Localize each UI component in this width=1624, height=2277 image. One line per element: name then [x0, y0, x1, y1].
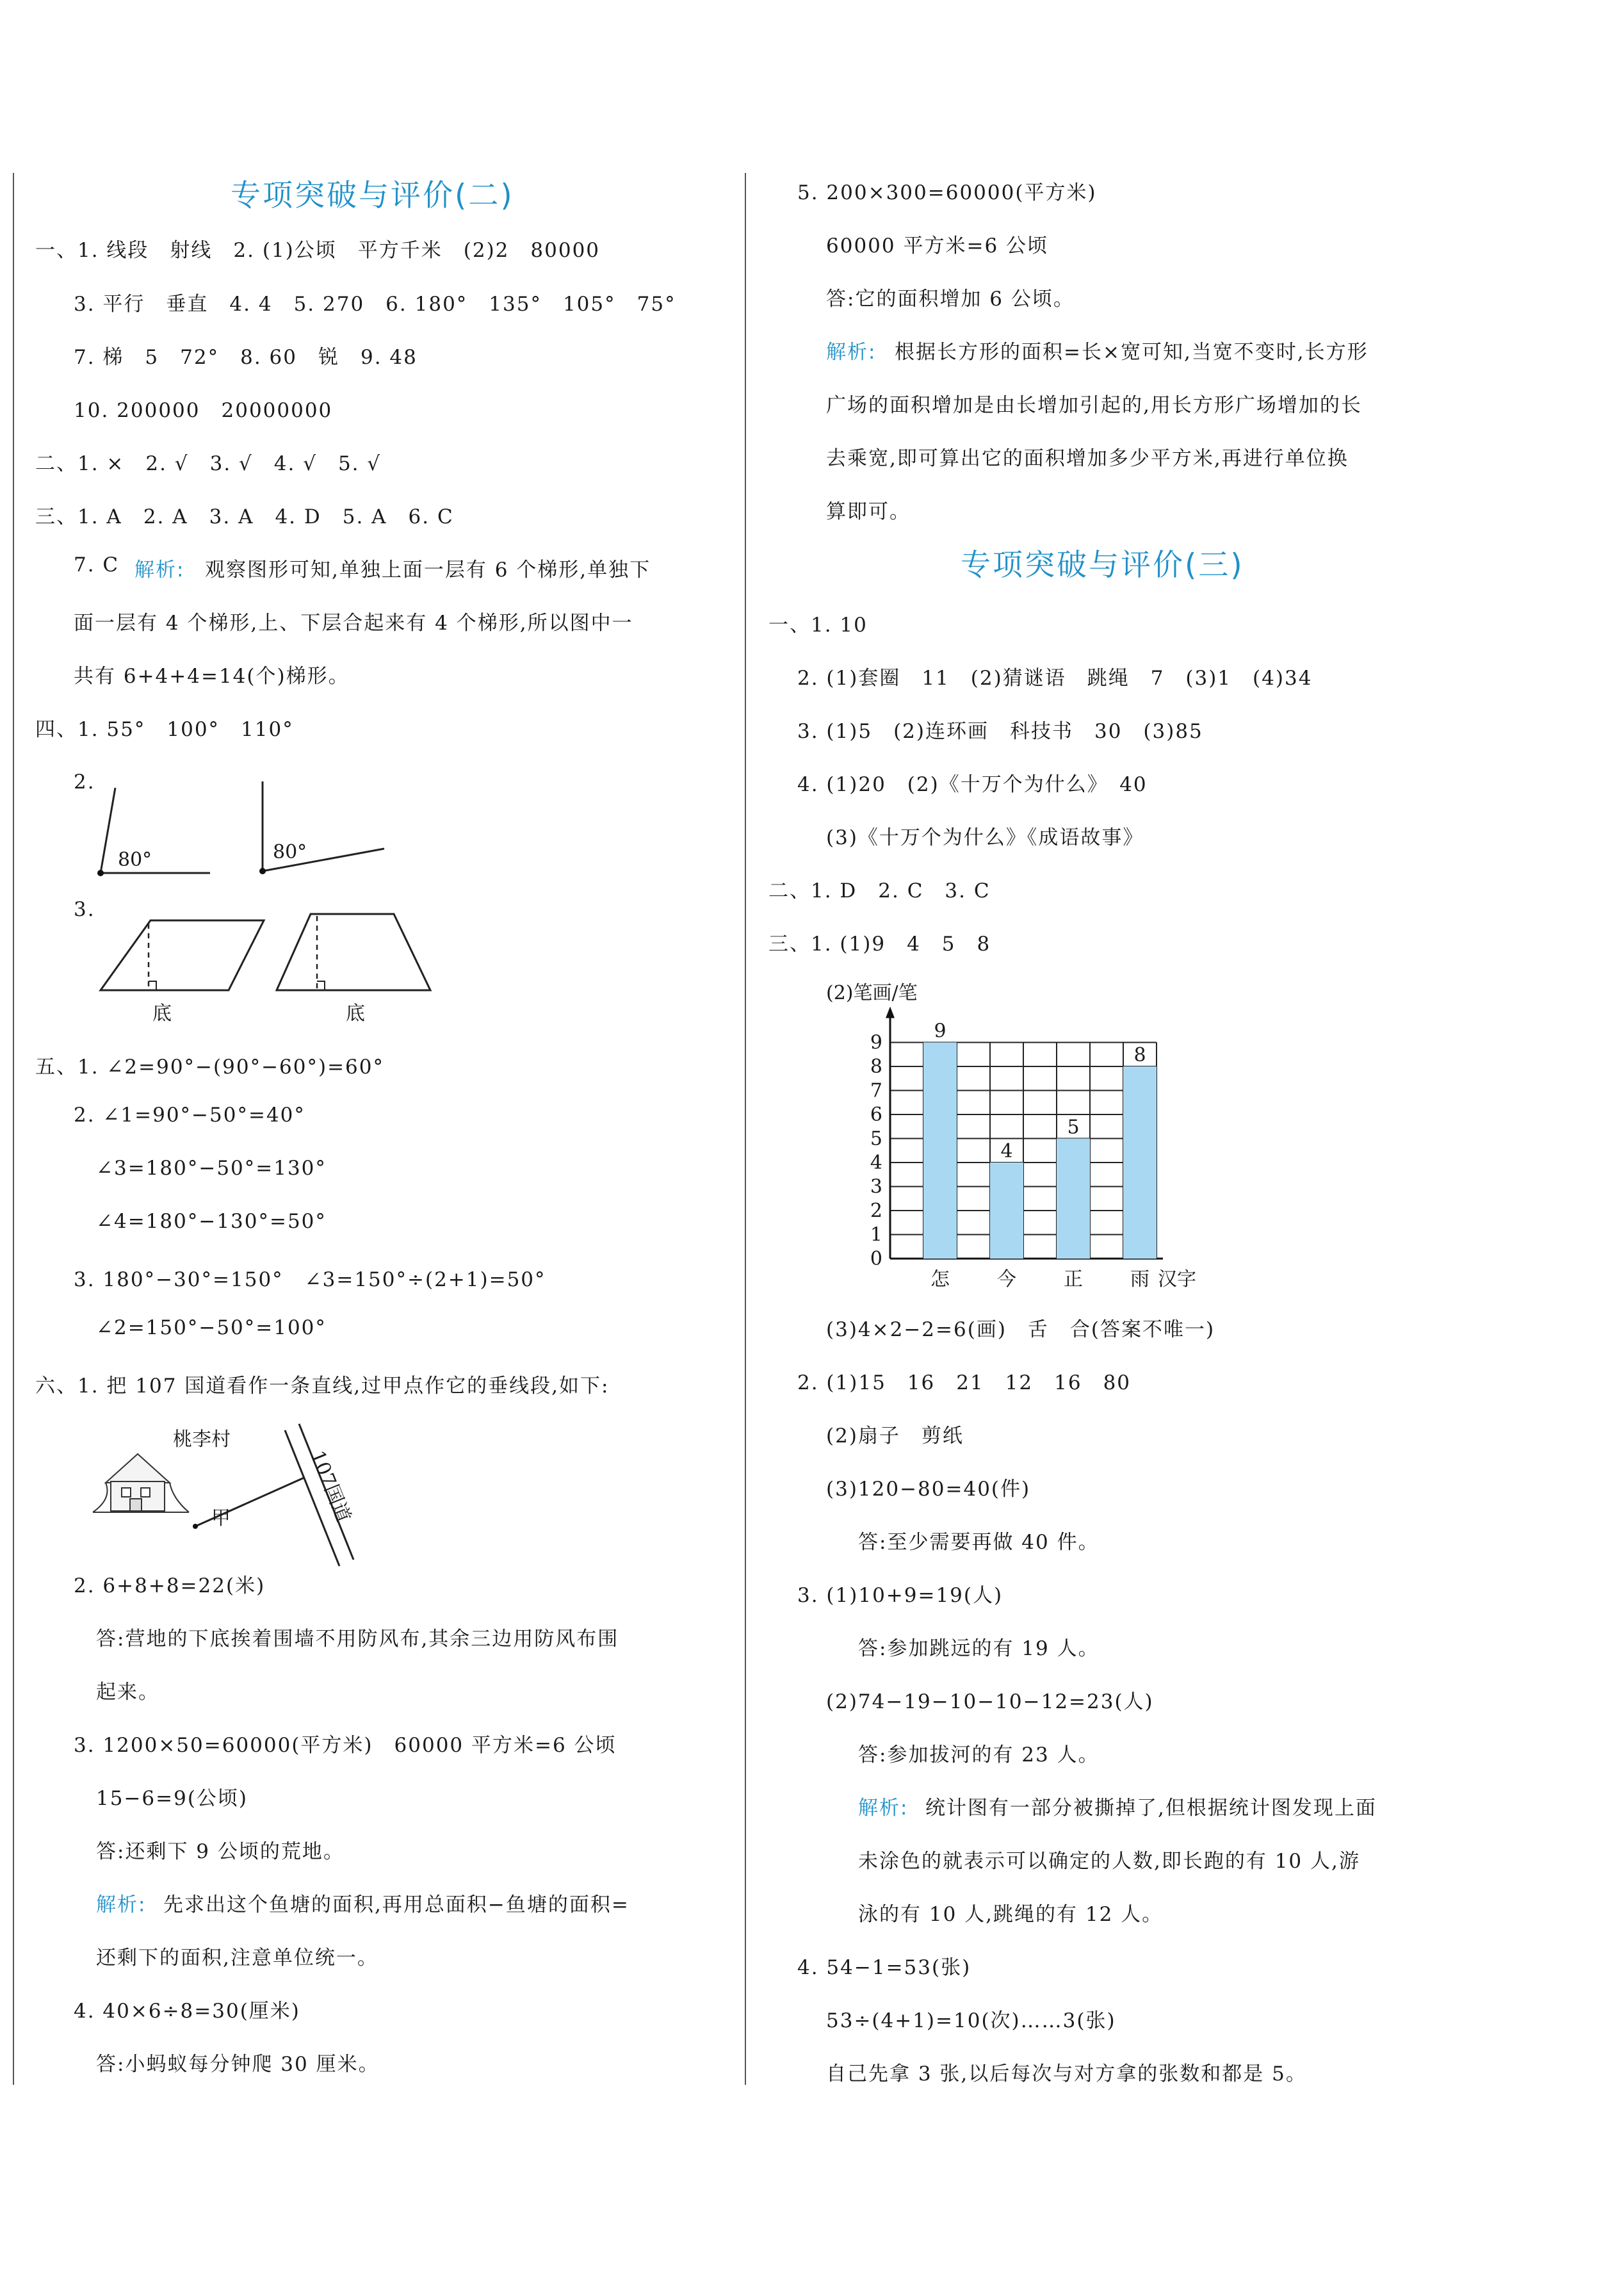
answer-line: 3. 180°−30°=150° ∠3=150°÷(2+1)=50°: [74, 1268, 546, 1291]
answer-line: 7. 梯 5 72° 8. 60 锐 9. 48: [74, 346, 418, 369]
answer-line: 3. (1)10+9=19(人): [797, 1584, 1003, 1607]
analysis-text: 观察图形可知,单独上面一层有 6 个梯形,单独下: [205, 559, 651, 582]
y-tick-label: 0: [870, 1248, 882, 1270]
answer-line: 三、1. A 2. A 3. A 4. D 5. A 6. C: [35, 505, 454, 528]
road-label: 107国道: [305, 1447, 355, 1526]
house-icon: [93, 1454, 189, 1512]
point-label: 甲: [211, 1507, 231, 1530]
category-label: 怎: [930, 1268, 950, 1291]
y-tick-label: 2: [870, 1200, 882, 1222]
category-label: 今: [997, 1268, 1016, 1291]
answer-line: 2. 6+8+8=22(米): [74, 1574, 266, 1597]
answer-line: (2)扇子 剪纸: [826, 1424, 964, 1448]
analysis-label: 解析:: [96, 1893, 147, 1916]
bar-value-label: 8: [1133, 1044, 1146, 1066]
road-perpendicular-figure: [93, 1419, 426, 1572]
answer-line: 15−6=9(公顷): [96, 1787, 248, 1810]
category-label: 正: [1064, 1268, 1083, 1291]
answer-line: 2.: [74, 771, 95, 794]
answer-line: 60000 平方米=6 公顷: [826, 234, 1049, 257]
answer-line: ∠3=180°−50°=130°: [96, 1157, 327, 1180]
answer-line: 答:至少需要再做 40 件。: [858, 1531, 1100, 1554]
answer-line: 二、1. D 2. C 3. C: [768, 879, 991, 902]
analysis-text: 共有 6+4+4=14(个)梯形。: [74, 665, 350, 688]
angle-figures: [90, 769, 410, 884]
chart-title: (2)笔画/笔: [826, 982, 918, 1004]
answer-line: (3)120−80=40(件): [826, 1478, 1031, 1501]
answer-line: 4. 40×6÷8=30(厘米): [74, 2000, 300, 2023]
y-tick-label: 3: [870, 1175, 882, 1198]
analysis-text: 算即可。: [826, 500, 911, 523]
analysis-text: 广场的面积增加是由长增加引起的,用长方形广场增加的长: [826, 394, 1362, 417]
answer-line: 答:参加拔河的有 23 人。: [858, 1743, 1100, 1767]
bar-value-label: 5: [1067, 1116, 1080, 1139]
answer-line: 自己先拿 3 张,以后每次与对方拿的张数和都是 5。: [826, 2062, 1307, 2085]
bar-value-label: 9: [934, 1020, 946, 1043]
answer-line: 3. 平行 垂直 4. 4 5. 270 6. 180° 135° 105° 75°: [74, 293, 676, 316]
analysis-label: 解析:: [826, 341, 877, 364]
y-axis-arrow: [886, 1007, 895, 1018]
answer-line: 53÷(4+1)=10(次)……3(张): [826, 2009, 1116, 2032]
answer-line: 二、1. × 2. √ 3. √ 4. √ 5. √: [35, 452, 382, 475]
analysis-text: 根据长方形的面积=长×宽可知,当宽不变时,长方形: [895, 341, 1368, 364]
answer-line: 2. (1)套圈 11 (2)猜谜语 跳绳 7 (3)1 (4)34: [797, 667, 1313, 690]
y-tick-label: 5: [870, 1127, 882, 1150]
answer-line: 答:营地的下底挨着围墙不用防风布,其余三边用防风布围: [96, 1628, 619, 1651]
answer-line: (3)《十万个为什么》《成语故事》: [826, 826, 1144, 849]
answer-line: 四、1. 55° 100° 110°: [35, 718, 294, 741]
y-tick-label: 6: [870, 1104, 882, 1126]
answer-line: 2. ∠1=90°−50°=40°: [74, 1104, 305, 1127]
y-tick-label: 1: [870, 1223, 882, 1246]
x-axis-label: 汉字: [1158, 1268, 1196, 1291]
answer-line: 起来。: [96, 1681, 159, 1704]
answer-line: (3)4×2−2=6(画) 舌 合(答案不唯一): [826, 1318, 1215, 1341]
base-label: 底: [152, 1002, 172, 1025]
stroke-count-bar-chart: [823, 977, 1271, 1291]
answer-line: 答:小蚂蚁每分钟爬 30 厘米。: [96, 2053, 380, 2076]
answer-line: 10. 200000 20000000: [74, 399, 333, 422]
y-tick-label: 8: [870, 1056, 882, 1078]
analysis-label: 解析:: [858, 1797, 909, 1820]
answer-line: 4. (1)20 (2)《十万个为什么》 40: [797, 773, 1148, 796]
bar-雨: [1123, 1066, 1157, 1259]
bar-value-label: 4: [1000, 1140, 1013, 1163]
base-label: 底: [346, 1002, 365, 1025]
answer-line: 5. 200×300=60000(平方米): [797, 181, 1097, 204]
answer-line: ∠4=180°−130°=50°: [96, 1210, 327, 1233]
category-label: 雨: [1130, 1268, 1149, 1291]
answer-line: 3. 1200×50=60000(平方米) 60000 平方米=6 公顷: [74, 1734, 617, 1757]
answer-line: 一、1. 10: [768, 614, 868, 637]
y-tick-label: 7: [870, 1079, 882, 1102]
shape-heights-figure: [90, 910, 448, 1031]
answer-line: 答:还剩下 9 公顷的荒地。: [96, 1840, 345, 1863]
section-title-2: 专项突破与评价(二): [231, 178, 514, 213]
answer-line: 3. (1)5 (2)连环画 科技书 30 (3)85: [797, 720, 1203, 743]
bar-今: [990, 1163, 1023, 1259]
answer-line: 2. (1)15 16 21 12 16 80: [797, 1371, 1132, 1394]
analysis-text: 先求出这个鱼塘的面积,再用总面积−鱼塘的面积=: [163, 1893, 629, 1916]
answer-line: 六、1. 把 107 国道看作一条直线,过甲点作它的垂线段,如下:: [35, 1375, 610, 1398]
left-margin-rule: [13, 173, 14, 2085]
answer-line: 7. C: [74, 553, 120, 576]
analysis-text: 泳的有 10 人,跳绳的有 12 人。: [858, 1903, 1164, 1926]
bar-正: [1057, 1139, 1090, 1259]
answer-line: 五、1. ∠2=90°−(90°−60°)=60°: [35, 1056, 385, 1079]
answer-line: (2)74−19−10−10−12=23(人): [826, 1690, 1154, 1713]
section-title-3: 专项突破与评价(三): [961, 548, 1244, 583]
village-label: 桃李村: [173, 1428, 231, 1451]
angle-label: 80°: [118, 849, 152, 871]
answer-line: 答:参加跳远的有 19 人。: [858, 1637, 1100, 1660]
answer-line: 三、1. (1)9 4 5 8: [768, 933, 991, 956]
bar-怎: [923, 1043, 957, 1259]
analysis-text: 去乘宽,即可算出它的面积增加多少平方米,再进行单位换: [826, 447, 1349, 470]
analysis-label: 解析:: [134, 559, 185, 582]
analysis-text: 未涂色的就表示可以确定的人数,即长跑的有 10 人,游: [858, 1850, 1360, 1873]
answer-line: 一、1. 线段 射线 2. (1)公顷 平方千米 (2)2 80000: [35, 239, 601, 262]
answer-line: 3.: [74, 898, 95, 921]
answer-line: 答:它的面积增加 6 公顷。: [826, 288, 1075, 311]
column-divider: [745, 173, 746, 2085]
angle-label: 80°: [273, 841, 307, 863]
analysis-text: 面一层有 4 个梯形,上、下层合起来有 4 个梯形,所以图中一: [74, 612, 633, 635]
answer-line: ∠2=150°−50°=100°: [96, 1316, 327, 1339]
answer-line: 4. 54−1=53(张): [797, 1956, 971, 1979]
y-tick-label: 9: [870, 1031, 882, 1054]
analysis-text: 还剩下的面积,注意单位统一。: [96, 1946, 378, 1970]
y-tick-label: 4: [870, 1152, 882, 1174]
analysis-text: 统计图有一部分被撕掉了,但根据统计图发现上面: [925, 1797, 1377, 1820]
